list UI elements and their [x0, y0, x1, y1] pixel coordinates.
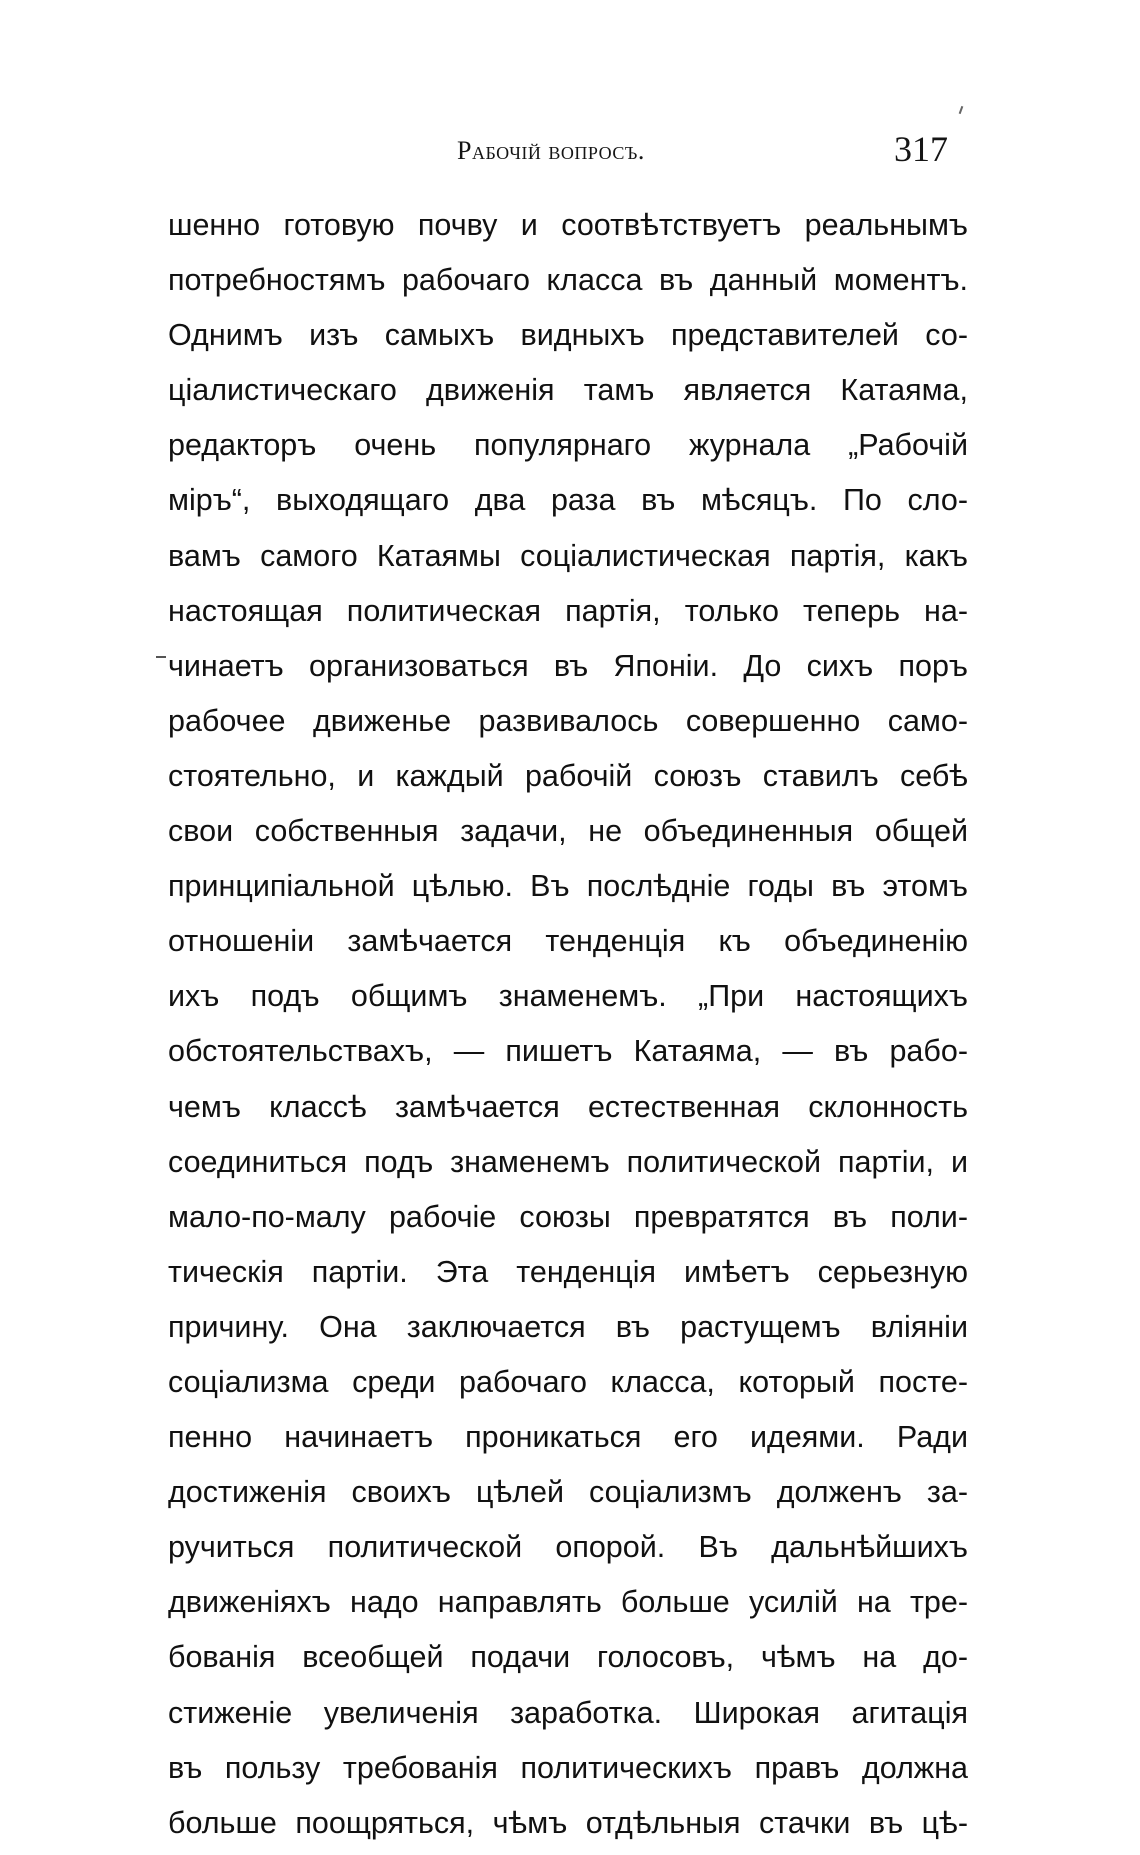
text-line: движеніяхъ надо направлять больше усилій на тре-: [168, 1585, 968, 1620]
text-line: соединиться подъ знаменемъ политической партіи, и: [168, 1144, 968, 1179]
text-line: стиженіе увеличенія заработка. Широкая агитація: [168, 1695, 968, 1730]
text-line: рабочее движенье развивалось совершенно само-: [168, 703, 968, 738]
text-line: тическія партіи. Эта тенденція имѣетъ серьезную: [168, 1254, 968, 1289]
text-line: отношеніи замѣчается тенденція къ объединенію: [168, 924, 968, 959]
text-line: Однимъ изъ самыхъ видныхъ представителей со-: [168, 318, 968, 353]
text-line: ручиться политической опорой. Въ дальнѣйшихъ: [168, 1530, 968, 1565]
body-text: [168, 202, 968, 1855]
text-line: свои собственныя задачи, не объединенныя общей: [168, 814, 968, 849]
text-line: чемъ классѣ замѣчается естественная склонность: [168, 1089, 968, 1124]
text-line: шенно готовую почву и соотвѣтствуетъ реальнымъ: [168, 208, 968, 242]
running-header: [168, 128, 968, 178]
text-line: редакторъ очень популярнаго журнала „Рабочій: [168, 428, 968, 463]
text-line: міръ“, выходящаго два раза въ мѣсяцъ. По сло-: [168, 483, 968, 518]
text-line: принципіальной цѣлью. Въ послѣдніе годы въ этомъ: [168, 869, 968, 904]
margin-mark: [156, 656, 166, 658]
text-line: бованія всеобщей подачи голосовъ, чѣмъ на до-: [168, 1640, 968, 1675]
text-line: въ пользу требованія политическихъ правъ должна: [168, 1750, 968, 1785]
text-line: потребностямъ рабочаго класса въ данный моментъ.: [168, 263, 968, 298]
text-line: настоящая политическая партія, только теперь на-: [168, 593, 968, 628]
text-line: ихъ подъ общимъ знаменемъ. „При настоящихъ: [168, 979, 968, 1014]
text-line: больше поощряться, чѣмъ отдѣльныя стачки въ цѣ-: [168, 1805, 968, 1840]
text-line: причину. Она заключается въ растущемъ вліяніи: [168, 1309, 968, 1344]
running-title: Рабочій вопросъ.: [457, 136, 645, 165]
print-speck: [959, 106, 964, 114]
page-number: 317: [894, 129, 948, 169]
text-line: вамъ самого Катаямы соціалистическая партія, какъ: [168, 538, 968, 573]
text-line: обстоятельствахъ, — пишетъ Катаяма, — въ рабо-: [168, 1034, 968, 1069]
text-line: ціалистическаго движенія тамъ является Катаяма,: [168, 373, 968, 408]
text-line: мало-по-малу рабочіе союзы превратятся въ поли-: [168, 1199, 968, 1234]
text-line: достиженія своихъ цѣлей соціализмъ долженъ за-: [168, 1475, 968, 1510]
text-line: чинаетъ организоваться въ Японіи. До сихъ поръ: [168, 648, 968, 683]
text-line: пенно начинаетъ проникаться его идеями. Ради: [168, 1420, 968, 1455]
text-line: стоятельно, и каждый рабочій союзъ ставилъ себѣ: [168, 758, 968, 793]
text-line: соціализма среди рабочаго класса, который посте-: [168, 1364, 968, 1399]
